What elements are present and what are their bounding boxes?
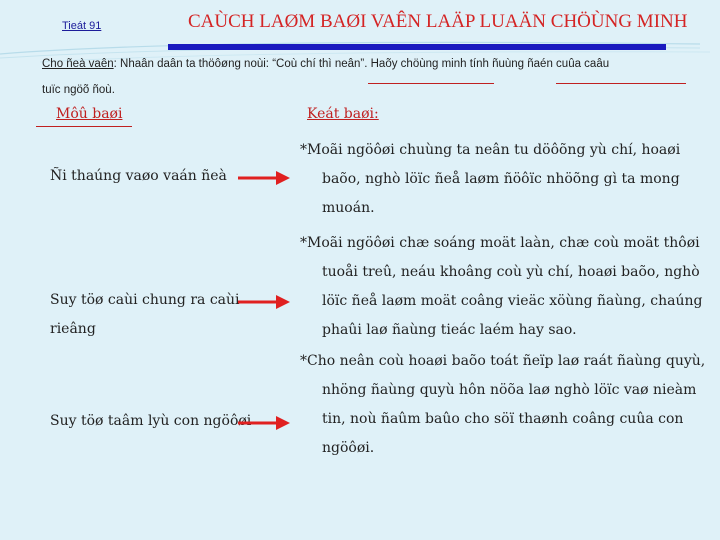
assignment-text: : Nhaân daân ta thöôøng noùi: “Coù chí thì neân”. Haõy chöùng minh tính ñuùng ñaén cuûa caâu [113, 58, 610, 70]
highlight-underline [556, 83, 686, 84]
title-underline-bar [168, 44, 666, 50]
section-heading-ket-bai: Keát baøi: [307, 106, 379, 122]
arrow-right-icon [236, 168, 292, 188]
highlight-underline [368, 83, 494, 84]
paragraph-line: *Moãi ngöôøi chæ soáng moät laàn, chæ coù moät thôøi [300, 235, 700, 251]
paragraph-line: löïc ñeå laøm moät coâng vieäc xöùng ñaùng, chaúng [322, 293, 703, 309]
left-item [50, 162, 227, 191]
assignment-line-1 [42, 58, 609, 70]
lesson-number: Tieát 91 [62, 20, 102, 32]
page-title: CAÙCH LAØM BAØI VAÊN LAÄP LUAÄN CHÖÙNG MINH [188, 11, 688, 32]
paragraph-line: tin, noù ñaûm baûo cho söï thaønh coâng cuûa con [322, 411, 684, 427]
left-item-line: Ñi thaúng vaøo vaán ñeà [50, 168, 227, 184]
section-heading-mo-bai: Môû baøi [56, 106, 123, 122]
paragraph-line: *Cho neân coù hoaøi baõo toát ñeïp laø raát ñaùng quyù, [300, 353, 706, 369]
section-divider-line [36, 126, 132, 127]
arrow-right-icon [236, 292, 292, 312]
left-item-line: Suy töø taâm lyù con ngöôøi [50, 413, 252, 429]
paragraph-line: tuoåi treû, neáu khoâng coù yù chí, hoaøi baõo, nghò [322, 264, 700, 280]
paragraph-line: ngöôøi. [322, 440, 375, 456]
paragraph-line: baõo, nghò löïc ñeå laøm ñöôïc nhöõng gì ta mong [322, 171, 680, 187]
left-item-line: rieâng [50, 321, 96, 337]
conclusion-paragraph [300, 347, 720, 463]
arrow-right-icon [236, 413, 292, 433]
assignment-label: Cho ñeà vaên [42, 58, 114, 70]
conclusion-paragraph [300, 136, 720, 223]
assignment-line-2: tuïc ngöõ ñoù. [42, 84, 115, 96]
left-item [50, 286, 240, 344]
paragraph-line: *Moãi ngöôøi chuùng ta neân tu döôõng yù chí, hoaøi [300, 142, 681, 158]
paragraph-line: nhöng ñaùng quyù hôn nöõa laø nghò löïc vaø nieàm [322, 382, 697, 398]
left-item [50, 407, 251, 436]
paragraph-line: phaûi laø ñaùng tieác laém hay sao. [322, 322, 577, 338]
left-item-line: Suy töø caùi chung ra caùi [50, 292, 240, 308]
paragraph-line: muoán. [322, 200, 375, 216]
conclusion-paragraph [300, 229, 720, 345]
